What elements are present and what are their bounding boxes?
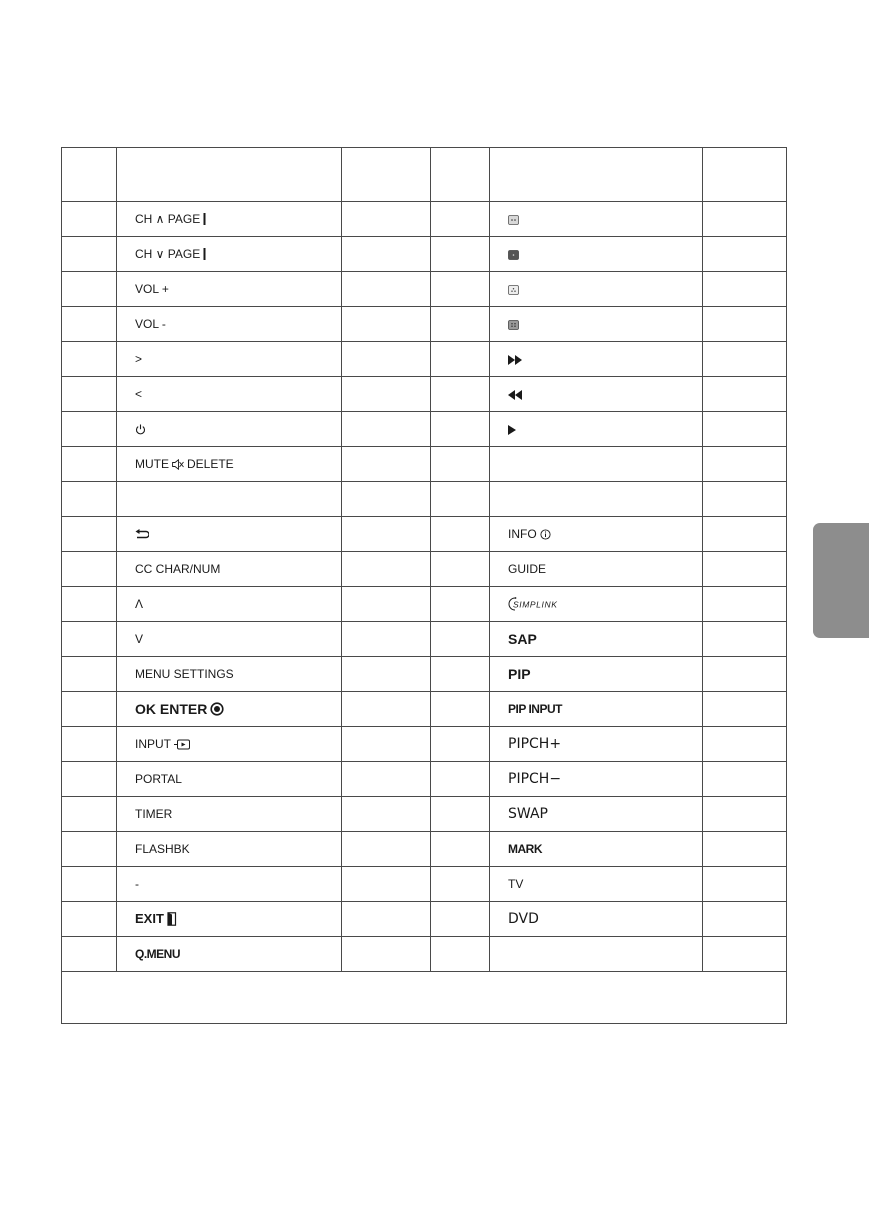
code-cell: [431, 237, 490, 272]
table-header-row: [62, 148, 787, 202]
key-label: [508, 528, 551, 540]
code-cell: [62, 272, 117, 307]
key-text: OK ENTER: [135, 700, 208, 717]
code-cell: [703, 447, 787, 482]
code-cell: [62, 552, 117, 587]
key-cell: [490, 937, 703, 972]
key-label: PORTAL: [135, 772, 182, 786]
key-cell: [490, 307, 703, 342]
table-row: [62, 657, 787, 692]
code-cell: [62, 692, 117, 727]
code-cell: [342, 202, 431, 237]
back-icon: [135, 529, 149, 540]
header-cell-4: [431, 148, 490, 202]
key-cell: [490, 832, 703, 867]
info-icon: [540, 529, 551, 540]
code-cell: [703, 412, 787, 447]
code-cell: [431, 797, 490, 832]
code-cell: [342, 307, 431, 342]
code-cell: [62, 237, 117, 272]
code-cell: [431, 482, 490, 517]
code-cell: [703, 937, 787, 972]
key-cell: [490, 342, 703, 377]
table-footer-row: [62, 972, 787, 1024]
red-button-icon: [508, 215, 519, 225]
code-cell: [431, 412, 490, 447]
key-cell: [490, 797, 703, 832]
code-cell: [703, 727, 787, 762]
code-cell: [703, 657, 787, 692]
table-row: [62, 587, 787, 622]
code-cell: [62, 377, 117, 412]
key-label: V: [135, 632, 144, 646]
key-cell: [490, 237, 703, 272]
key-text: MUTE: [135, 457, 169, 471]
code-cell: [703, 377, 787, 412]
code-cell: [431, 307, 490, 342]
table-row: [62, 202, 787, 237]
key-label: -: [135, 877, 139, 891]
key-label: [135, 912, 177, 926]
key-cell: [117, 797, 342, 832]
header-cell-6: [703, 148, 787, 202]
key-cell: [490, 622, 703, 657]
key-label: VOL -: [135, 317, 166, 331]
input-source-icon: [174, 739, 190, 750]
code-cell: [431, 727, 490, 762]
yellow-button-icon: [508, 285, 519, 295]
code-cell: [62, 447, 117, 482]
code-cell: [703, 482, 787, 517]
key-cell: [117, 692, 342, 727]
table-row: [62, 832, 787, 867]
key-cell: [117, 517, 342, 552]
code-cell: [342, 622, 431, 657]
code-cell: [62, 587, 117, 622]
code-cell: [62, 517, 117, 552]
code-cell: [431, 622, 490, 657]
header-cell-5: [490, 148, 703, 202]
key-text: EXIT: [135, 911, 164, 927]
play-icon: [508, 425, 517, 435]
table-row: [62, 377, 787, 412]
key-label: <: [135, 387, 143, 401]
simplink-logo-icon: [508, 596, 570, 612]
code-cell: [703, 202, 787, 237]
key-cell: [490, 517, 703, 552]
key-label: SAP: [508, 630, 537, 647]
code-cell: [62, 867, 117, 902]
code-cell: [431, 902, 490, 937]
key-cell: [117, 447, 342, 482]
exit-door-icon: [167, 912, 177, 926]
code-cell: [431, 832, 490, 867]
header-cell-3: [342, 148, 431, 202]
table-row: [62, 237, 787, 272]
key-cell: [117, 622, 342, 657]
key-label: TV: [508, 877, 524, 891]
code-cell: [703, 832, 787, 867]
code-cell: [62, 832, 117, 867]
code-cell: [342, 377, 431, 412]
key-cell: [490, 657, 703, 692]
key-cell: [490, 202, 703, 237]
table-row: [62, 937, 787, 972]
code-cell: [62, 412, 117, 447]
key-cell: [490, 412, 703, 447]
code-cell: [431, 587, 490, 622]
green-button-icon: [508, 250, 519, 260]
key-label: Q.MENU: [135, 947, 180, 961]
key-cell: [117, 727, 342, 762]
code-cell: [62, 937, 117, 972]
ok-button-icon: [210, 702, 224, 716]
key-cell: [490, 587, 703, 622]
code-cell: [62, 307, 117, 342]
code-cell: [431, 342, 490, 377]
code-cell: [703, 692, 787, 727]
key-cell: [117, 552, 342, 587]
code-cell: [431, 517, 490, 552]
key-cell: [490, 762, 703, 797]
key-cell: [117, 657, 342, 692]
remote-code-table: [61, 147, 787, 1024]
key-label: PIP INPUT: [508, 702, 562, 716]
key-label: [135, 248, 206, 260]
code-cell: [703, 237, 787, 272]
key-cell: [490, 482, 703, 517]
key-label: SWAP: [508, 806, 548, 822]
key-label: [135, 738, 190, 750]
key-cell: [490, 727, 703, 762]
table-row: [62, 727, 787, 762]
fast-forward-icon: [508, 355, 523, 365]
page-up-icon: [203, 213, 206, 225]
code-cell: [342, 797, 431, 832]
code-cell: [342, 692, 431, 727]
rewind-icon: [508, 390, 523, 400]
code-cell: [342, 342, 431, 377]
code-cell: [703, 762, 787, 797]
key-label: FLASHBK: [135, 842, 190, 856]
code-cell: [703, 272, 787, 307]
table-row: [62, 412, 787, 447]
code-cell: [431, 447, 490, 482]
key-label: [135, 213, 206, 225]
key-cell: [490, 447, 703, 482]
mute-icon: [172, 459, 184, 470]
table-row: [62, 692, 787, 727]
footer-cell: [62, 972, 787, 1024]
code-cell: [703, 587, 787, 622]
code-cell: [342, 587, 431, 622]
code-cell: [431, 272, 490, 307]
key-cell: [117, 762, 342, 797]
key-label: CC CHAR/NUM: [135, 562, 221, 576]
key-text-b: DELETE: [187, 457, 234, 471]
key-cell: [117, 377, 342, 412]
header-cell-1: [62, 148, 117, 202]
key-cell: [117, 937, 342, 972]
key-cell: [490, 902, 703, 937]
table-row: [62, 867, 787, 902]
code-cell: [431, 692, 490, 727]
header-cell-2: [117, 148, 342, 202]
code-cell: [342, 482, 431, 517]
code-cell: [703, 552, 787, 587]
code-cell: [342, 517, 431, 552]
key-label: VOL +: [135, 282, 169, 296]
code-cell: [342, 727, 431, 762]
code-cell: [62, 342, 117, 377]
code-cell: [431, 937, 490, 972]
key-cell: [117, 867, 342, 902]
table-row: [62, 797, 787, 832]
key-cell: [490, 272, 703, 307]
code-cell: [431, 377, 490, 412]
key-text: CH ∧ PAGE: [135, 212, 201, 226]
table-row: [62, 447, 787, 482]
key-label: Λ: [135, 597, 144, 611]
code-cell: [62, 482, 117, 517]
key-label: MARK: [508, 842, 542, 856]
key-label: MENU SETTINGS: [135, 667, 234, 681]
key-text: CH ∨ PAGE: [135, 247, 201, 261]
code-cell: [431, 202, 490, 237]
table-row: [62, 517, 787, 552]
table-row: [62, 272, 787, 307]
key-cell: [117, 902, 342, 937]
code-cell: [62, 902, 117, 937]
code-cell: [342, 447, 431, 482]
key-label: [135, 702, 224, 716]
key-cell: [117, 272, 342, 307]
code-cell: [703, 902, 787, 937]
key-cell: [117, 482, 342, 517]
code-cell: [62, 797, 117, 832]
key-cell: [490, 377, 703, 412]
key-label: PIPCH−: [508, 771, 562, 787]
key-text: INFO: [508, 527, 537, 541]
code-cell: [342, 762, 431, 797]
code-cell: [703, 307, 787, 342]
code-cell: [431, 762, 490, 797]
page-down-icon: [203, 248, 206, 260]
code-cell: [431, 657, 490, 692]
key-label: GUIDE: [508, 562, 547, 576]
key-cell: [117, 202, 342, 237]
key-cell: [117, 237, 342, 272]
code-cell: [431, 552, 490, 587]
code-cell: [703, 867, 787, 902]
code-cell: [703, 622, 787, 657]
table-row: [62, 762, 787, 797]
key-cell: [117, 587, 342, 622]
code-cell: [342, 832, 431, 867]
table-row: [62, 307, 787, 342]
code-cell: [62, 202, 117, 237]
svg-text:SIMPLINK: SIMPLINK: [513, 599, 558, 610]
table-row: [62, 622, 787, 657]
key-cell: [490, 552, 703, 587]
table-row: [62, 552, 787, 587]
code-cell: [342, 937, 431, 972]
key-label: [135, 458, 234, 470]
key-label: PIP: [508, 665, 531, 682]
code-cell: [342, 237, 431, 272]
code-cell: [62, 622, 117, 657]
power-icon: [135, 424, 146, 435]
key-label: TIMER: [135, 807, 173, 821]
key-cell: [490, 692, 703, 727]
key-label: >: [135, 352, 143, 366]
code-cell: [62, 727, 117, 762]
blue-button-icon: [508, 320, 519, 330]
table-row: [62, 342, 787, 377]
code-cell: [342, 272, 431, 307]
key-cell: [117, 412, 342, 447]
key-cell: [117, 832, 342, 867]
key-text: INPUT: [135, 737, 171, 751]
code-cell: [703, 517, 787, 552]
table-row: [62, 902, 787, 937]
code-cell: [342, 902, 431, 937]
code-cell: [62, 657, 117, 692]
code-cell: [342, 552, 431, 587]
code-cell: [431, 867, 490, 902]
key-cell: [490, 867, 703, 902]
section-side-tab: [813, 523, 869, 638]
key-label: PIPCH+: [508, 736, 562, 752]
key-label: DVD: [508, 911, 539, 927]
code-cell: [342, 657, 431, 692]
key-cell: [117, 342, 342, 377]
code-cell: [703, 342, 787, 377]
table-row: [62, 482, 787, 517]
code-cell: [342, 867, 431, 902]
key-cell: [117, 307, 342, 342]
code-cell: [342, 412, 431, 447]
code-cell: [703, 797, 787, 832]
code-cell: [62, 762, 117, 797]
